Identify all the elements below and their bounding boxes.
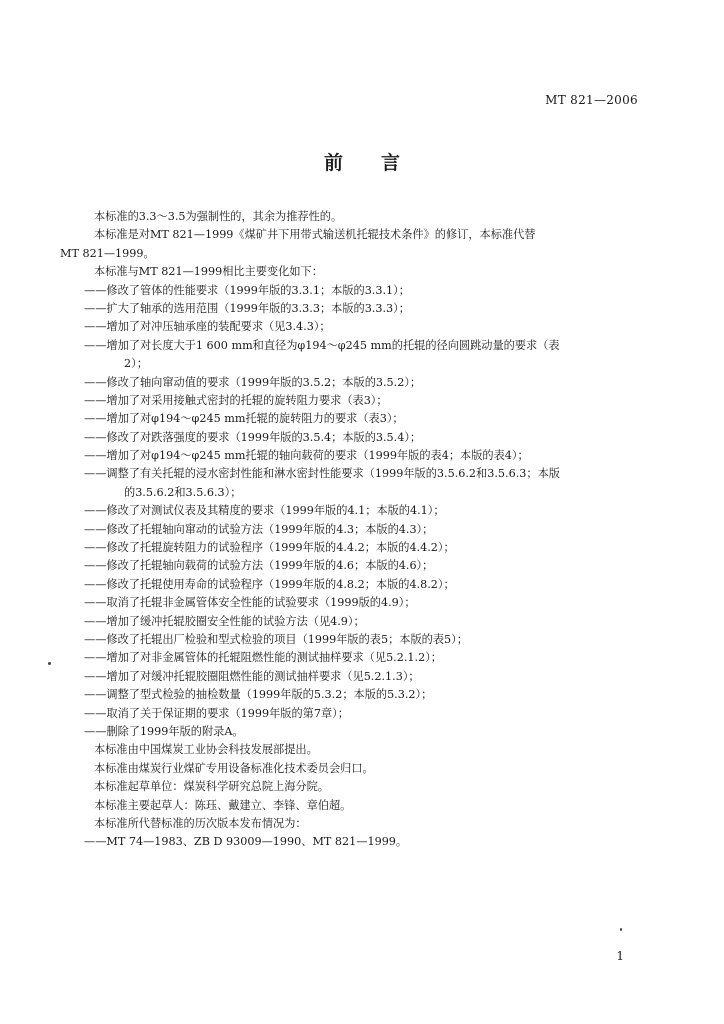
page-title: 前言 bbox=[323, 152, 438, 174]
text-line: 本标准由煤炭行业煤矿专用设备标准化技术委员会归口。 bbox=[94, 761, 374, 775]
text-line: ——增加了对采用接触式密封的托辊的旋转阻力要求（表3）； bbox=[84, 393, 388, 407]
text-line: ——MT 74—1983、ZB D 93009—1990、MT 821—1999。 bbox=[84, 835, 408, 849]
scan-speck bbox=[620, 928, 622, 931]
text-line: ——增加了对φ194～φ245 mm托辊的旋转阻力的要求（表3）； bbox=[84, 412, 404, 426]
text-line: ——修改了托辊轴向窜动的试验方法（1999年版的4.3；本版的4.3）； bbox=[84, 522, 434, 536]
text-line: ——修改了托辊旋转阻力的试验程序（1999年版的4.4.2；本版的4.4.2）； bbox=[84, 541, 455, 555]
preface-body bbox=[60, 208, 644, 852]
text-line: ——修改了对跌落强度的要求（1999年版的3.5.4；本版的3.5.4）； bbox=[84, 430, 422, 444]
text-line: ——删除了1999年版的附录A。 bbox=[84, 724, 244, 738]
text-line: 本标准起草单位：煤炭科学研究总院上海分院。 bbox=[94, 780, 329, 794]
text-line: ——取消了关于保证期的要求（1999年版的第7章）； bbox=[84, 706, 349, 720]
text-line: ——修改了托辊使用寿命的试验程序（1999年版的4.8.2；本版的4.8.2）； bbox=[84, 577, 455, 591]
text-line: ——增加了对φ194～φ245 mm托辊的轴向载荷的要求（1999年版的表4；本版的表4）； bbox=[84, 449, 529, 463]
standard-number: MT 821—2006 bbox=[545, 93, 638, 107]
text-line: ——增加了对冲压轴承座的装配要求（见3.4.3）； bbox=[84, 320, 331, 334]
scan-speck bbox=[48, 662, 51, 665]
text-line: 本标准的3.3～3.5为强制性的，其余为推荐性的。 bbox=[94, 210, 343, 223]
text-line: ——调整了有关托辊的浸水密封性能和淋水密封性能要求（1999年版的3.5.6.2和3.5.6.3；本版 bbox=[84, 467, 560, 481]
page-number: 1 bbox=[616, 949, 624, 963]
text-line: ——调整了型式检验的抽检数量（1999年版的5.3.2；本版的5.3.2）； bbox=[84, 688, 433, 702]
text-line: 本标准主要起草人：陈珏、戴建立、李锋、章伯超。 bbox=[94, 798, 352, 812]
text-line: ——修改了对测试仪表及其精度的要求（1999年版的4.1；本版的4.1）； bbox=[84, 504, 445, 518]
text-line: 的3.5.6.2和3.5.6.3）； bbox=[124, 485, 242, 499]
text-line: ——修改了轴向窜动值的要求（1999年版的3.5.2；本版的3.5.2）； bbox=[84, 375, 422, 389]
text-line: 本标准是对MT 821—1999《煤矿井下用带式输送机托辊技术条件》的修订，本标准代替 bbox=[94, 228, 536, 242]
text-line: ——取消了托辊非金属管体安全性能的试验要求（1999版的4.9）； bbox=[84, 596, 416, 610]
text-line: ——增加了对长度大于1 600 mm和直径为φ194～φ245 mm的托辊的径向圆跳动量的要求（表 bbox=[84, 338, 560, 352]
text-line: ——修改了托辊轴向载荷的试验方法（1999年版的4.6；本版的4.6）； bbox=[84, 559, 434, 573]
text-line: ——增加了对非金属管体的托辊阻燃性能的测试抽样要求（见5.2.1.2）； bbox=[84, 651, 442, 665]
text-line: ——修改了托辊出厂检验和型式检验的项目（1999年版的表5；本版的表5）； bbox=[84, 632, 468, 646]
text-line: ——增加了缓冲托辊胶圈安全性能的试验方法（见4.9）； bbox=[84, 614, 365, 628]
text-line: 本标准由中国煤炭工业协会科技发展部提出。 bbox=[94, 743, 318, 757]
text-line: ——扩大了轴承的选用范围（1999年版的3.3.3；本版的3.3.3）； bbox=[84, 301, 410, 315]
text-line: MT 821—1999。 bbox=[60, 246, 155, 260]
text-line: ——修改了管体的性能要求（1999年版的3.3.1；本版的3.3.1）； bbox=[84, 283, 410, 297]
text-line: 本标准与MT 821—1999相比主要变化如下： bbox=[94, 265, 323, 279]
text-line: 2）； bbox=[124, 357, 148, 371]
text-line: ——增加了对缓冲托辊胶圈阻燃性能的测试抽样要求（见5.2.1.3）； bbox=[84, 669, 420, 683]
text-line: 本标准所代替标准的历次版本发布情况为： bbox=[94, 816, 307, 830]
